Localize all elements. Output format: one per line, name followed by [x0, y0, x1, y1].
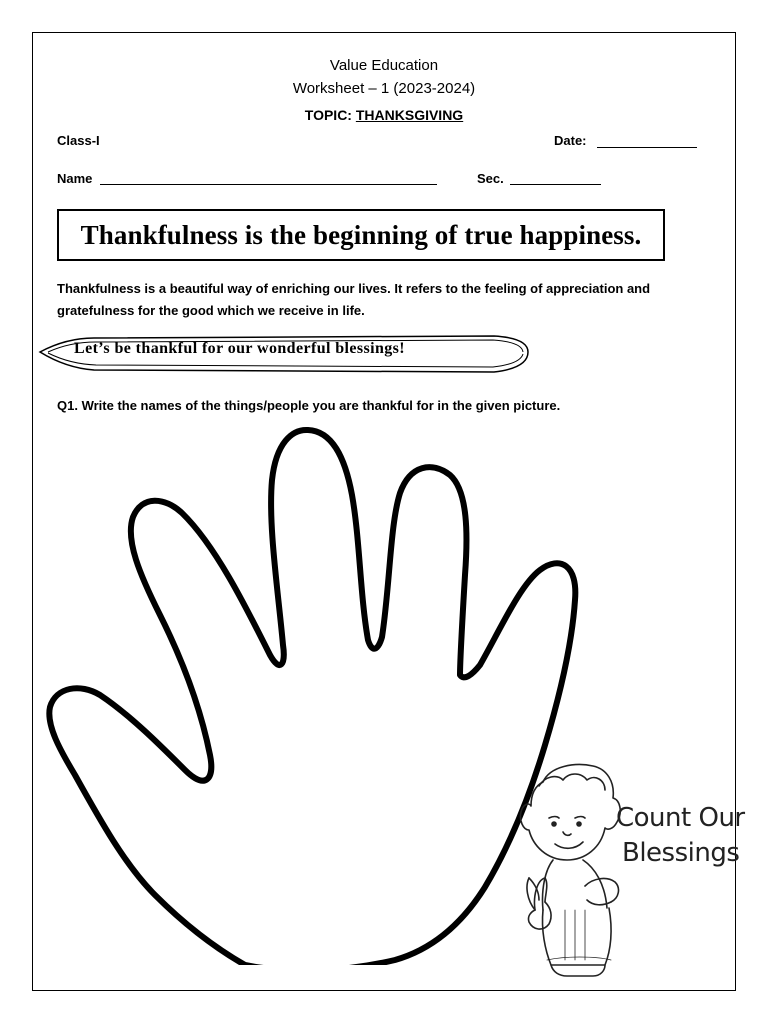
- name-label: Name: [57, 171, 93, 186]
- hand-outline-icon: [40, 425, 585, 965]
- quote-box: [57, 209, 665, 261]
- class-label: Class-I: [57, 133, 100, 148]
- intro-paragraph: Thankfulness is a beautiful way of enriching our lives. It refers to the feeling of appreciation and gratefulness for the good which we receive in life.: [57, 281, 651, 318]
- topic-line: [0, 104, 768, 126]
- quote-text: Thankfulness is the beginning of true happiness.: [80, 219, 642, 250]
- question-1: Q1. Write the names of the things/people you are thankful for in the given picture.: [57, 398, 561, 413]
- date-label: Date:: [554, 133, 587, 148]
- topic-value: THANKSGIVING: [355, 107, 464, 123]
- sec-label: Sec.: [477, 171, 504, 186]
- worksheet-title: Value Education: [329, 57, 439, 74]
- worksheet-subtitle: Worksheet – 1 (2023-2024): [292, 80, 476, 97]
- caption-blessings: Blessings: [622, 838, 740, 868]
- banner-text: Let’s be thankful for our wonderful blessings!: [74, 340, 406, 357]
- date-field[interactable]: [597, 147, 697, 148]
- topic-label: TOPIC:: [304, 107, 356, 123]
- name-field[interactable]: [100, 184, 437, 185]
- sec-field[interactable]: [510, 184, 601, 185]
- boy-counting-fingers-icon: [515, 760, 720, 982]
- caption-count-our: Count Our: [616, 803, 745, 833]
